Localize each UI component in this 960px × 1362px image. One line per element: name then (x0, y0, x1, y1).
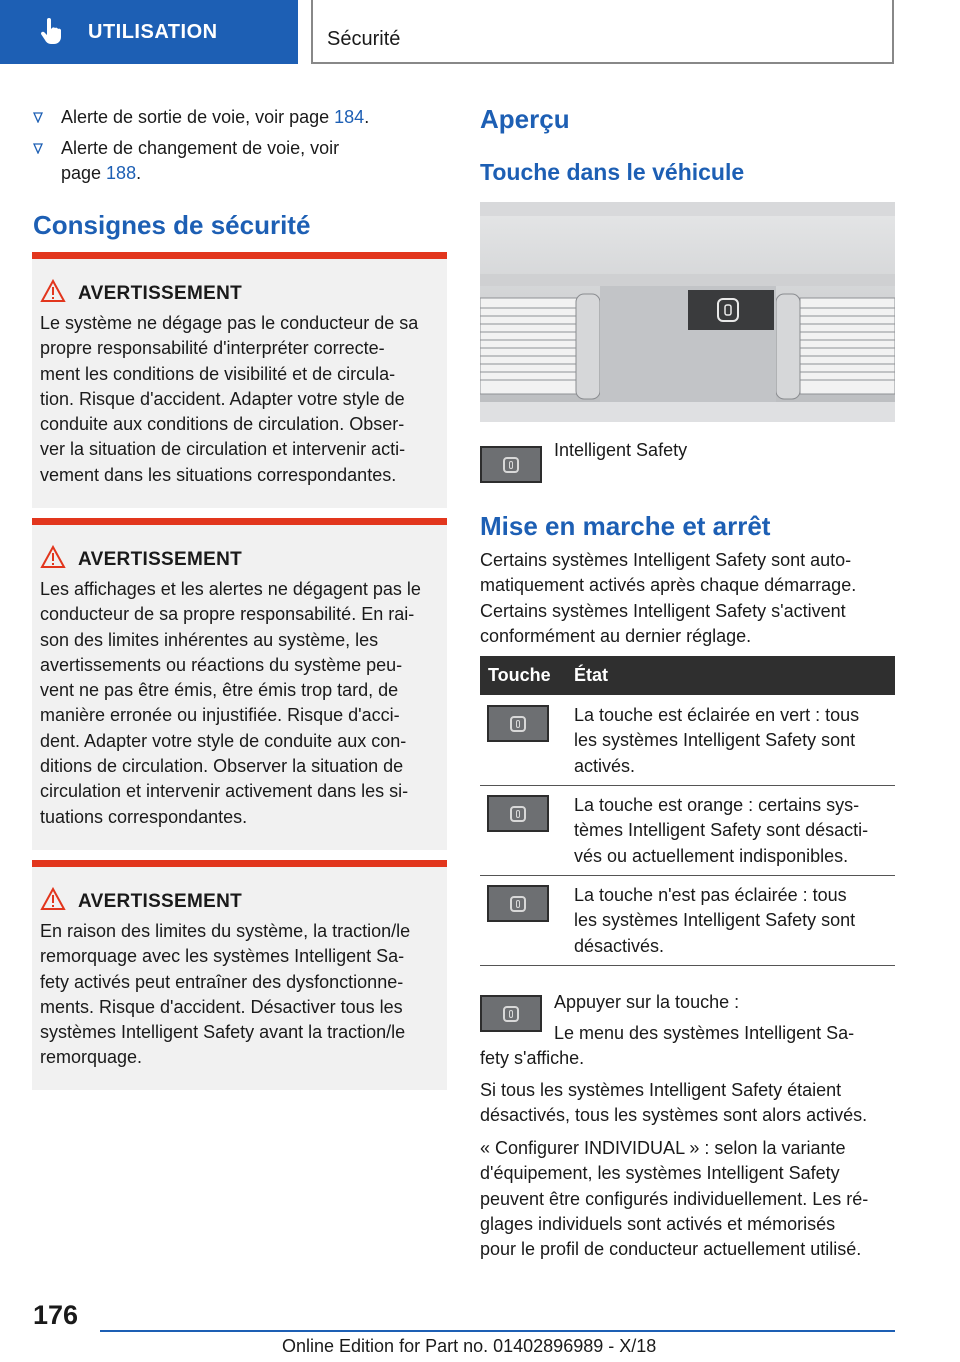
text-line: manière erronée ou injustifiée. Risque d'acci- (40, 705, 400, 726)
table-row (480, 695, 895, 786)
warning-box (32, 860, 447, 1090)
table-row (480, 875, 895, 966)
text-line: En raison des limites du système, la traction/le (40, 921, 411, 941)
text-line: désactivés, tous les systèmes sont alors activés. (480, 1105, 868, 1126)
text-line: les systèmes Intelligent Safety sont (574, 910, 856, 931)
chapter-tab[interactable] (0, 0, 298, 64)
warning-text (40, 311, 441, 488)
bullet-text: page (61, 163, 107, 183)
text-line: désactivés. (574, 935, 665, 956)
bullet-punct: . (364, 107, 370, 127)
table-cell (574, 883, 891, 959)
text-line: dent. Adapter votre style de conduite aux con- (40, 730, 407, 751)
column-header-touche: Touche (488, 665, 551, 685)
text-line: circulation et intervenir activement dans les si- (40, 781, 409, 802)
table-cell (574, 793, 891, 869)
text-line: activés. (574, 755, 636, 776)
text-line: Certains systèmes Intelligent Safety s'activent (480, 600, 846, 621)
text-line: systèmes Intelligent Safety avant la traction/le (40, 1022, 406, 1043)
warning-triangle-icon (40, 545, 66, 569)
text-line: vés ou actuellement indisponibles. (574, 845, 849, 866)
text-line: propre responsabilité d'interpréter correcte- (40, 338, 385, 359)
press-result-line: Le menu des systèmes Intelligent Sa- (554, 1023, 855, 1043)
page-link[interactable]: 188 (106, 163, 137, 183)
column-header-etat: État (574, 665, 609, 685)
warning-title: AVERTISSEMENT (78, 891, 243, 912)
edition-text: Online Edition for Part no. 01402896989 - X/18 (282, 1336, 657, 1356)
warning-text (40, 919, 441, 1071)
button-green-icon (487, 705, 549, 742)
button-unlit-icon (487, 885, 549, 922)
text-line: Si tous les systèmes Intelligent Safety étaient (480, 1080, 842, 1100)
triangle-bullet-icon (33, 112, 43, 123)
text-line: glages individuels sont activés et mémorisés (480, 1213, 836, 1234)
press-result-line: fety s'affiche. (480, 1048, 585, 1068)
intelligent-safety-button-icon (480, 995, 542, 1032)
section-header (311, 0, 894, 64)
intro-paragraph (480, 548, 895, 649)
icon-caption: Intelligent Safety (554, 440, 688, 460)
dashboard-vents-illustration (480, 202, 895, 422)
chapter-tab-label: UTILISATION (88, 20, 218, 43)
activation-paragraph (480, 1078, 895, 1129)
text-line: ment les conditions de visibilité et de circula- (40, 363, 396, 384)
dashboard-photo (480, 202, 895, 422)
list-item (33, 136, 448, 186)
text-line: fety activés peut entraîner des dysfonctionne- (40, 971, 404, 992)
warning-box (32, 252, 447, 508)
text-line: La touche est orange : certains sys- (574, 795, 860, 815)
text-line: Le système ne dégage pas le conducteur de sa (40, 313, 419, 333)
button-subheading: Touche dans le véhicule (480, 159, 745, 185)
warning-triangle-icon (40, 279, 66, 303)
footer-rule (100, 1330, 895, 1332)
text-line: son des limites inhérentes au système, les (40, 629, 379, 650)
section-heading: Consignes de sécurité (33, 210, 311, 240)
text-line: Certains systèmes Intelligent Safety sont auto- (480, 550, 852, 570)
text-line: d'équipement, les systèmes Intelligent Safety (480, 1163, 840, 1184)
text-line: La touche n'est pas éclairée : tous (574, 885, 847, 905)
warning-text (40, 577, 441, 830)
text-line: ver la situation de circulation et intervenir acti- (40, 439, 406, 460)
warning-title: AVERTISSEMENT (78, 549, 243, 570)
hand-pointer-icon (36, 17, 66, 47)
text-line: Les affichages et les alertes ne dégagent pas le (40, 579, 421, 599)
table-row (480, 785, 895, 876)
text-line: vent ne pas être émis, être émis trop tard, de (40, 680, 399, 701)
overview-heading: Aperçu (480, 104, 570, 134)
list-item (33, 105, 448, 130)
warning-box (32, 518, 447, 850)
text-line: « Configurer INDIVIDUAL » : selon la variante (480, 1138, 846, 1158)
section-title: Sécurité (327, 28, 401, 50)
text-line: remorquage. (40, 1047, 143, 1068)
page-number: 176 (33, 1300, 79, 1330)
press-instruction: Appuyer sur la touche : (554, 992, 740, 1012)
warning-title: AVERTISSEMENT (78, 283, 243, 304)
intelligent-safety-button-icon (480, 446, 542, 483)
text-line: vement dans les situations correspondantes. (40, 464, 397, 485)
text-line: tèmes Intelligent Safety sont désacti- (574, 820, 869, 841)
button-orange-icon (487, 795, 549, 832)
individual-paragraph (480, 1136, 895, 1262)
triangle-bullet-icon (33, 143, 43, 154)
text-line: remorquage avec les systèmes Intelligent Sa- (40, 946, 405, 967)
text-line: tion. Risque d'accident. Adapter votre style de (40, 388, 405, 409)
page-link[interactable]: 184 (334, 107, 365, 127)
text-line: peuvent être configurés individuellement. Les ré- (480, 1188, 869, 1209)
text-line: les systèmes Intelligent Safety sont (574, 730, 856, 751)
warning-triangle-icon (40, 887, 66, 911)
text-line: pour le profil de conducteur actuellement utilisé. (480, 1239, 862, 1260)
text-line: conducteur de sa propre responsabilité. En rai- (40, 604, 415, 625)
bullet-punct: . (136, 163, 142, 183)
on-off-heading: Mise en marche et arrêt (480, 511, 771, 541)
text-line: La touche est éclairée en vert : tous (574, 705, 860, 725)
bullet-text: Alerte de changement de voie, voir (61, 138, 340, 158)
text-line: matiquement activés après chaque démarrage. (480, 575, 857, 596)
table-header (480, 656, 895, 695)
text-line: ments. Risque d'accident. Désactiver tous les (40, 996, 403, 1017)
text-line: conformément au dernier réglage. (480, 625, 752, 646)
text-line: tuations correspondantes. (40, 806, 248, 827)
text-line: conduite aux conditions de circulation. Obser- (40, 414, 405, 435)
table-cell (574, 703, 891, 779)
bullet-text: Alerte de sortie de voie, voir page (61, 107, 335, 127)
text-line: ditions de circulation. Observer la situation de (40, 756, 404, 777)
text-line: avertissements ou réactions du système peu- (40, 654, 403, 675)
